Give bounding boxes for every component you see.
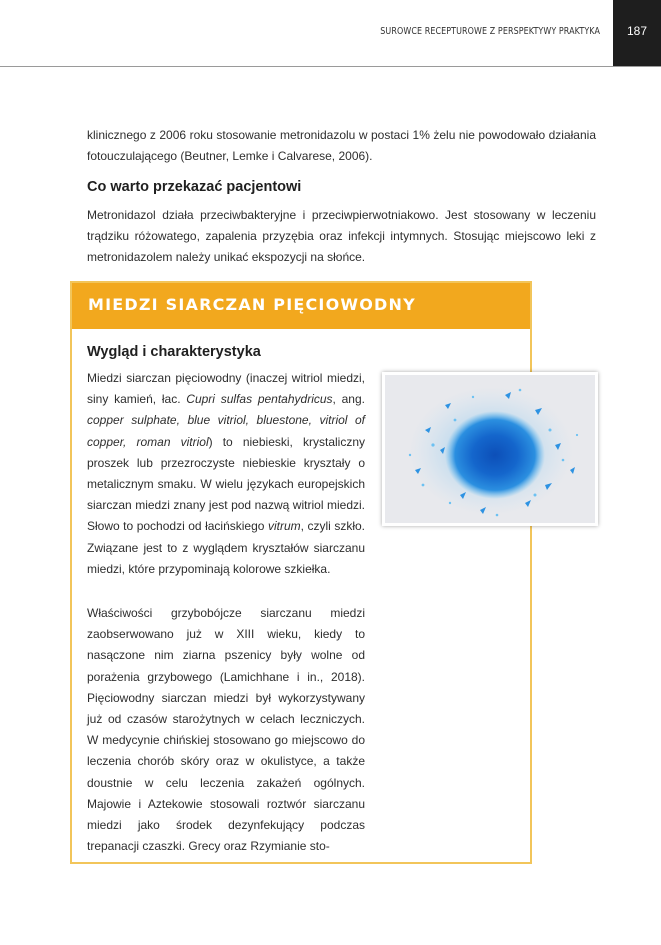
sidebar-paragraph-2: Właściwości grzybobójcze siarczanu miedzi zaobserwowano już w XIII wieku, kiedy to nasączone nim ziarna pszenicy były wolne od porażenia grzybowego (Lamichhane i in., 2018). Pięciowodny siarczan miedzi był wykorzystywany już od czasów starożytnych w celach leczniczych. W medycynie chińskiej stosowano go miejscowo do leczenia chorób skóry oraz w okulistyce, a także doustnie w celu leczenia zakażeń ogólnych. Majowie i Aztekowie stosowali roztwór siarczanu miedzi jako środek dezynfekujący podczas trepanacji czaszki. Grecy oraz Rzymianie sto- (87, 606, 365, 854)
p1-text-d: , czyli szkło. Związane jest to z wyglądem kryształów siarczanu miedzi, które przypominają kolorowe szkiełka. (87, 519, 365, 576)
p1-text-b: , ang. (332, 392, 365, 407)
sidebar-title: MIEDZI SIARCZAN PIĘCIOWODNY (88, 295, 416, 314)
intro-paragraph: klinicznego z 2006 roku stosowanie metronidazolu w postaci 1% żelu nie powodowało działania fotouczulającego (Beutner, Lemke i Calvarese, 2006). (87, 128, 596, 163)
english-names: copper sulphate, blue vitriol, bluestone, vitriol of copper, roman vitriol (87, 413, 365, 449)
copper-sulfate-crystals-photo (382, 372, 598, 526)
running-title: SUROWCE RECEPTUROWE Z PERSPEKTYWY PRAKTYKA (380, 26, 600, 37)
latin-name: Cupri sulfas pentahydricus (186, 392, 333, 407)
sidebar-paragraph-1 (87, 368, 365, 580)
patient-section-heading: Co warto przekazać pacjentowi (87, 179, 302, 195)
latin-vitrum: vitrum (267, 519, 301, 534)
patient-section-paragraph: Metronidazol działa przeciwbakteryjne i przeciwpierwotniakowo. Jest stosowany w leczeniu trądziku różowatego, zapalenia przyzębia oraz infekcji intymnych. Stosując miejscowo leki z metronidazolem należy unikać ekspozycji na słońce. (87, 208, 596, 264)
crystals-image (385, 375, 595, 523)
p1-text-c: ) to niebieski, krystaliczny proszek lub przezroczyste niebieskie kryształy o metalicznym smaku. W wielu językach europejskich siarczan miedzi znany jest pod nazwą witriol miedzi. Słowo to pochodzi od łacińskiego (87, 434, 365, 534)
p1-text-a: Miedzi siarczan pięciowodny (inaczej witriol miedzi, siny kamień, łac. (87, 371, 365, 407)
header-rule (0, 66, 661, 67)
page-number: 187 (626, 24, 648, 38)
sidebar-subheading: Wygląd i charakterystyka (87, 344, 261, 360)
sidebar-header-band (72, 283, 530, 329)
copper-sulfate-sidebar (70, 281, 532, 864)
page-number-box (613, 0, 661, 67)
